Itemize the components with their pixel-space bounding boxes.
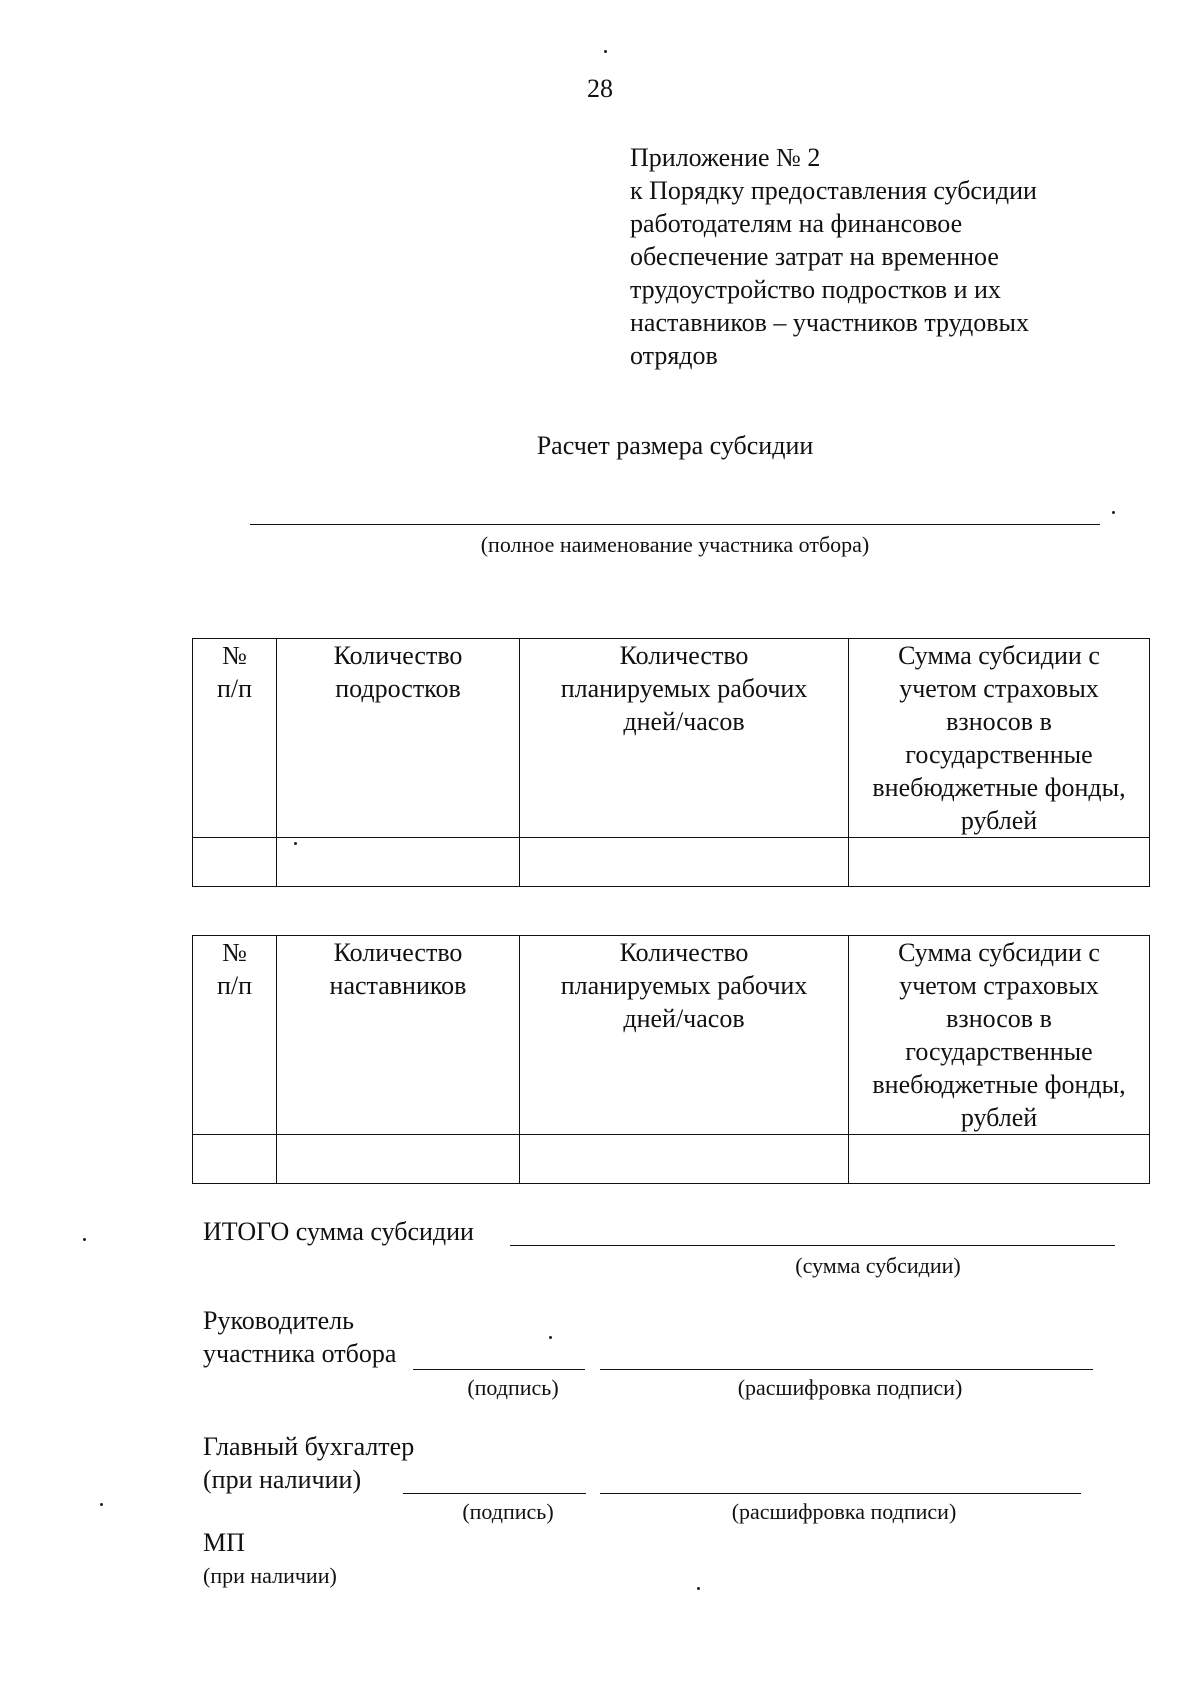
head-decoding-line[interactable] bbox=[600, 1369, 1093, 1370]
header-number: № п/п bbox=[193, 639, 277, 838]
teenagers-table bbox=[192, 638, 1150, 887]
document-title: Расчет размера субсидии bbox=[536, 431, 814, 460]
total-sum-caption: (сумма субсидии) bbox=[795, 1253, 961, 1278]
accountant-decoding-line[interactable] bbox=[600, 1493, 1081, 1494]
appendix-line: Приложение № 2 bbox=[630, 143, 821, 172]
participant-name-line bbox=[250, 524, 1100, 525]
accountant-signature-caption: (подпись) bbox=[462, 1499, 554, 1524]
empty-cell[interactable] bbox=[849, 1135, 1150, 1184]
seal-label: МП bbox=[203, 1528, 245, 1557]
appendix-line: трудоустройство подростков и их bbox=[630, 275, 1001, 304]
header-planned-days: Количество планируемых рабочих дней/часов bbox=[520, 936, 849, 1135]
header-subsidy-sum: Сумма субсидии с учетом страховых взносов в государственные внебюджетные фонды, рублей bbox=[849, 639, 1150, 838]
accountant-label-line1: Главный бухгалтер bbox=[203, 1432, 415, 1461]
accountant-signature-line[interactable] bbox=[403, 1493, 586, 1494]
scan-speck bbox=[697, 1587, 700, 1590]
header-subsidy-sum: Сумма субсидии с учетом страховых взносов в государственные внебюджетные фонды, рублей bbox=[849, 936, 1150, 1135]
scan-speck bbox=[604, 50, 607, 53]
header-number: № п/п bbox=[193, 936, 277, 1135]
mentors-table bbox=[192, 935, 1150, 1184]
scan-speck bbox=[100, 1503, 103, 1506]
appendix-line: работодателям на финансовое bbox=[630, 209, 963, 238]
header-mentors-count: Количество наставников bbox=[277, 936, 520, 1135]
head-label-line1: Руководитель bbox=[203, 1306, 354, 1335]
empty-cell[interactable] bbox=[277, 838, 520, 887]
appendix-line: к Порядку предоставления субсидии bbox=[630, 176, 1037, 205]
head-decoding-caption: (расшифровка подписи) bbox=[737, 1375, 963, 1400]
header-planned-days: Количество планируемых рабочих дней/часов bbox=[520, 639, 849, 838]
accountant-label-line2: (при наличии) bbox=[203, 1465, 362, 1494]
head-label-line2: участника отбора bbox=[203, 1339, 397, 1368]
empty-cell[interactable] bbox=[520, 838, 849, 887]
appendix-line: обеспечение затрат на временное bbox=[630, 242, 999, 271]
head-signature-caption: (подпись) bbox=[467, 1375, 559, 1400]
page-number: 28 bbox=[587, 74, 613, 103]
participant-name-caption: (полное наименование участника отбора) bbox=[480, 532, 870, 557]
empty-cell[interactable] bbox=[277, 1135, 520, 1184]
empty-cell[interactable] bbox=[193, 838, 277, 887]
scan-speck bbox=[549, 1336, 552, 1339]
appendix-line: отрядов bbox=[630, 341, 718, 370]
header-teenagers-count: Количество подростков bbox=[277, 639, 520, 838]
scan-speck bbox=[83, 1238, 86, 1241]
scan-speck bbox=[294, 842, 297, 845]
table-row bbox=[193, 1135, 1150, 1184]
scan-speck bbox=[1112, 511, 1115, 514]
total-sum-line[interactable] bbox=[510, 1245, 1115, 1246]
accountant-decoding-caption: (расшифровка подписи) bbox=[731, 1499, 957, 1524]
head-signature-line[interactable] bbox=[413, 1369, 585, 1370]
seal-caption: (при наличии) bbox=[203, 1563, 337, 1588]
appendix-line: наставников – участников трудовых bbox=[630, 308, 1030, 337]
empty-cell[interactable] bbox=[193, 1135, 277, 1184]
total-label: ИТОГО сумма субсидии bbox=[203, 1217, 474, 1246]
empty-cell[interactable] bbox=[849, 838, 1150, 887]
table-row bbox=[193, 838, 1150, 887]
empty-cell[interactable] bbox=[520, 1135, 849, 1184]
appendix-reference bbox=[630, 141, 1100, 372]
